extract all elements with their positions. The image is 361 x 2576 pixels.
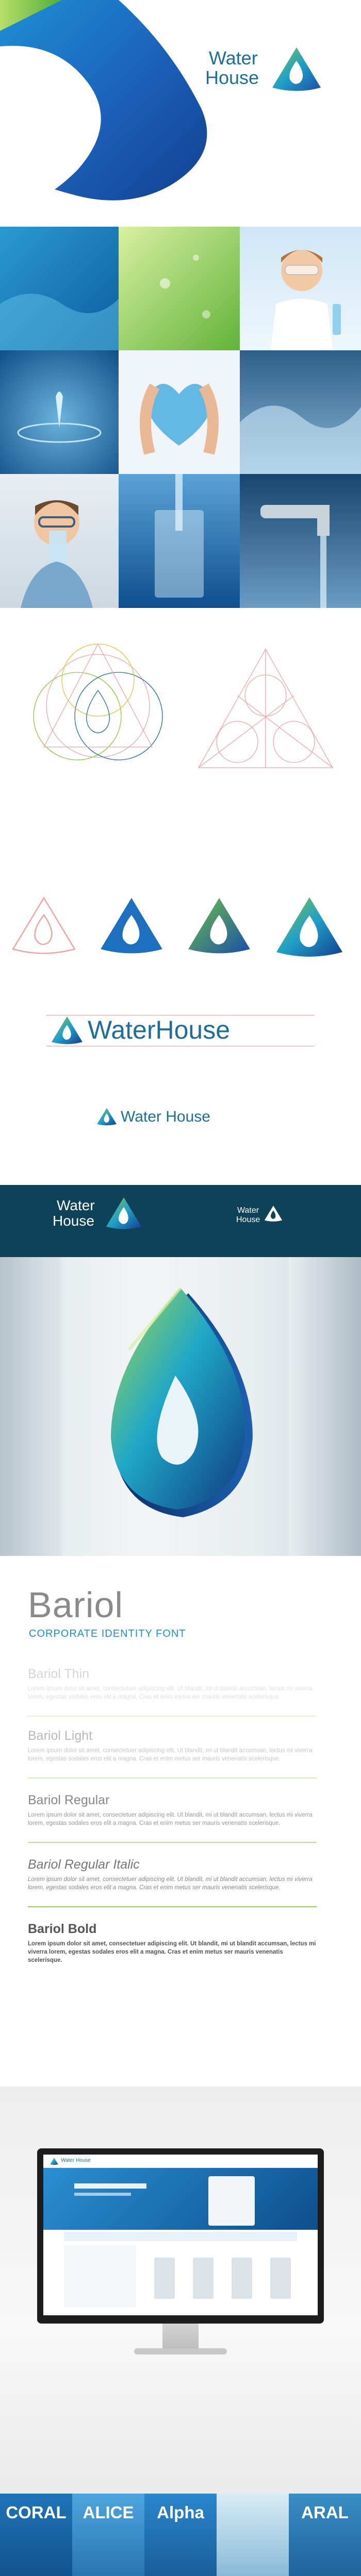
faucet-graphic — [240, 474, 361, 608]
weight-light-title: Bariol Light — [28, 1728, 93, 1743]
product-label-alice: ALICE — [83, 2503, 134, 2522]
product-label-aral: ARAL — [301, 2503, 349, 2522]
weight-bold-title: Bariol Bold — [28, 1922, 97, 1936]
weight-bold-sample: Lorem ipsum dolor sit amet, consectetuer adipiscing elit. Ut blandit, mi ut blandit accumsan, lectus mi viverra lorem, egestas sodales eros elit a magna. Cras et enim metus ser mauris venenatis scelerisque. — [28, 1941, 316, 1963]
product-label-coral: CORAL — [6, 2503, 67, 2522]
grid-tile-glass-wave — [240, 350, 361, 474]
horizontal-wordmark-large: WaterHouse — [88, 1015, 231, 1044]
construction-triangle-graphic — [188, 639, 343, 783]
dark-wordmark-house: House — [53, 1213, 94, 1229]
site-header — [43, 2155, 318, 2168]
weight-divider-3 — [28, 1842, 317, 1843]
water-drop-icon — [49, 1014, 85, 1046]
strip-water-graphic — [0, 2566, 361, 2576]
weight-regular-title: Bariol Regular — [28, 1793, 110, 1807]
grid-tile-boy-drinking — [0, 474, 119, 608]
glass-wave-graphic — [240, 350, 361, 474]
horizontal-wordmark-small: Water House — [121, 1108, 210, 1125]
site-sidebar — [64, 2245, 136, 2307]
brand-swoosh-graphic — [0, 0, 361, 227]
image-grid-section — [0, 227, 361, 608]
product-tile-aral — [289, 2494, 361, 2576]
site-hero-product — [208, 2176, 255, 2226]
site-hero-headline-bar — [74, 2183, 146, 2189]
site-products-row — [146, 2247, 296, 2307]
water-drop-icon — [50, 2157, 59, 2165]
dew-drops-graphic — [119, 227, 240, 350]
water-drop-icon — [103, 1195, 144, 1230]
water-drop-icon — [268, 45, 325, 92]
product-tile-coral — [0, 2494, 72, 2576]
child-scientist-graphic — [240, 227, 361, 350]
water-drop-outline-icon — [263, 1205, 284, 1222]
wave-graphic — [0, 227, 119, 350]
site-hero-subline-bar — [74, 2193, 131, 2196]
logo-variant-outline-icon — [8, 894, 80, 956]
website-monitor-section — [0, 2087, 361, 2494]
product-tile-alpha — [144, 2494, 217, 2576]
monitor-screen — [43, 2155, 318, 2315]
hero-logo-section — [0, 0, 361, 227]
site-nav-bar — [64, 2232, 297, 2241]
hands-heart-graphic — [119, 350, 240, 474]
product-label-alpha: Alpha — [157, 2503, 204, 2522]
weight-italic-sample: Lorem ipsum dolor sit amet, consectetuer adipiscing elit. Ut blandit, mi ut blandit accumsan, lectus mi viverra lorem, egestas sodales eros elit a magna. Cras et enim metus ser mauris venenatis scelerisque. — [28, 1876, 313, 1891]
weight-light-sample: Lorem ipsum dolor sit amet, consectetuer adipiscing elit. Ut blandit, mi ut blandit accumsan, lectus mi viverra lorem, egestas sodales eros elit a magna. Cras et enim metus ser mauris venenatis scelerisque. — [28, 1748, 313, 1762]
construction-circles-graphic — [21, 629, 175, 783]
hero-wordmark-house: House — [205, 67, 259, 88]
monitor-base — [134, 2348, 227, 2354]
dark-wordmark-water: Water — [57, 1197, 95, 1213]
boy-drinking-graphic — [0, 474, 119, 608]
grid-tile-hands-heart — [119, 350, 240, 474]
product-tile-blank — [217, 2494, 289, 2576]
weight-regular-sample: Lorem ipsum dolor sit amet, consectetuer adipiscing elit. Ut blandit, mi ut blandit accumsan, lectus mi viverra lorem, egestas sodales eros elit a magna. Cras et enim metus ser mauris venenatis scelerisque. — [28, 1812, 313, 1826]
weight-thin-title: Bariol Thin — [28, 1667, 90, 1681]
product-tile-alice — [72, 2494, 144, 2576]
hero-wordmark-water: Water — [209, 47, 258, 69]
site-logo-text: Water House — [61, 2158, 91, 2163]
grid-tile-splash — [0, 350, 119, 474]
monitor-neck — [162, 2324, 199, 2349]
horizontal-logo-section — [0, 979, 361, 1195]
water-drop-icon — [95, 1107, 118, 1126]
logo-variants-section — [0, 886, 361, 979]
logo-variant-flat-icon — [95, 894, 168, 956]
water-splash-graphic — [0, 350, 119, 474]
office-wall-right — [289, 1257, 361, 1556]
weight-divider-2 — [28, 1777, 317, 1778]
font-caption: CORPORATE IDENTITY FONT — [29, 1628, 186, 1639]
office-wall-left — [0, 1257, 62, 1556]
dark-logo-band-section — [0, 1185, 361, 1257]
grid-tile-leaf-drops — [119, 227, 240, 350]
grid-tile-water-blue — [0, 227, 119, 350]
logo-construction-section — [0, 608, 361, 886]
typography-section — [0, 1556, 361, 2087]
dark-wordmark-small-water: Water — [237, 1206, 259, 1215]
weight-italic-title: Bariol Regular Italic — [28, 1857, 140, 1872]
grid-tile-glass-pour — [119, 474, 240, 608]
grid-tile-faucet — [240, 474, 361, 608]
3d-drop-sign-graphic — [98, 1288, 268, 1525]
3d-sign-section — [0, 1257, 361, 1556]
dark-wordmark-small-house: House — [236, 1215, 260, 1224]
grid-tile-scientist — [240, 227, 361, 350]
site-hero-banner — [43, 2168, 318, 2230]
weight-divider-1 — [28, 1716, 317, 1717]
logo-variant-gradient-icon — [183, 894, 255, 956]
weight-thin-sample: Lorem ipsum dolor sit amet, consectetuer adipiscing elit. Ut blandit, mi ut blandit accumsan, lectus mi viverra lorem, egestas sodales eros elit a magna. Cras et enim metus ser mauris venenatis scelerisque. — [28, 1686, 313, 1700]
font-name-heading: Bariol — [28, 1585, 123, 1625]
glass-pour-graphic — [119, 474, 240, 608]
product-names-strip — [0, 2494, 361, 2576]
logo-variant-full-icon — [271, 894, 348, 958]
weight-divider-4 — [28, 1906, 317, 1907]
